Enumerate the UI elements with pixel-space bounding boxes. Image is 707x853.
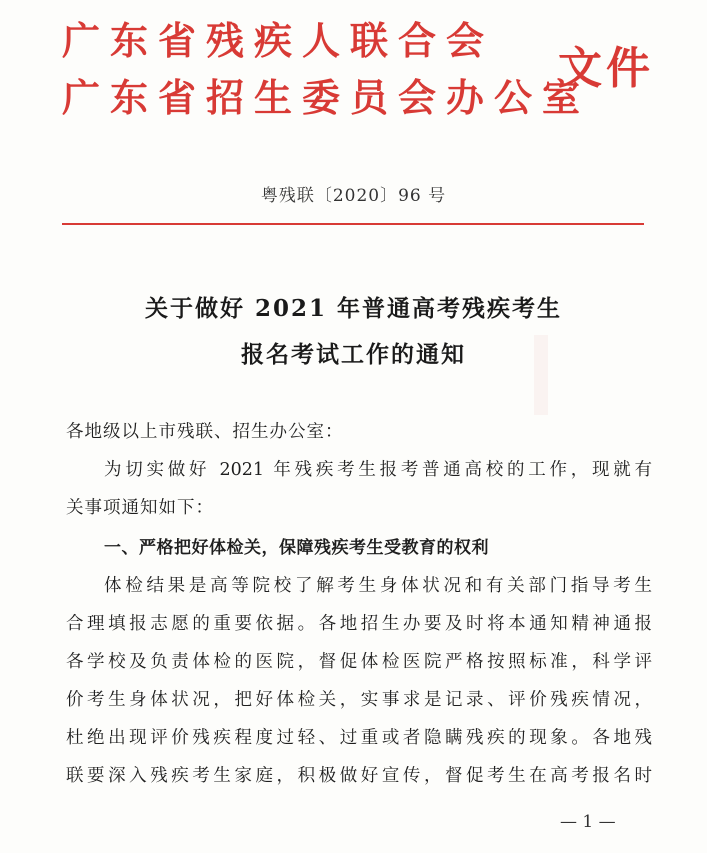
paragraph-line: 价考生身体状况，把好体检关，实事求是记录、评价残疾情况，: [66, 690, 652, 710]
section-heading: 一、严格把好体检关，保障残疾考生受教育的权利: [104, 538, 489, 558]
page-number: — 1 —: [560, 812, 616, 832]
document-number: 粤残联〔2020〕96 号: [260, 186, 447, 206]
paragraph-line: 杜绝出现评价残疾程度过轻、过重或者隐瞒残疾的现象。各地残: [66, 728, 652, 748]
title-line-2: 报名考试工作的通知: [241, 341, 466, 368]
intro-line: 关事项通知如下：: [66, 498, 214, 518]
issuing-org-2: 广东省招生委员会办公室: [62, 75, 591, 120]
scan-artifact: [534, 335, 548, 415]
title-line-1: 关于做好 2021 年普通高考残疾考生: [144, 295, 563, 322]
red-divider: [62, 223, 644, 225]
paragraph-line: 体检结果是高等院校了解考生身体状况和有关部门指导考生: [104, 576, 652, 596]
paragraph-line: 联要深入残疾考生家庭，积极做好宣传，督促考生在高考报名时: [66, 766, 652, 786]
issuing-org-1: 广东省残疾人联合会: [62, 18, 495, 63]
document-type-label: 文件: [558, 43, 654, 94]
paragraph-line: 合理填报志愿的重要依据。各地招生办要及时将本通知精神通报: [66, 614, 652, 634]
intro-line: 为切实做好 2021 年残疾考生报考普通高校的工作，现就有: [104, 460, 652, 480]
paragraph-line: 各学校及负责体检的医院，督促体检医院严格按照标准，科学评: [66, 652, 652, 672]
salutation: 各地级以上市残联、招生办公室：: [66, 422, 344, 442]
